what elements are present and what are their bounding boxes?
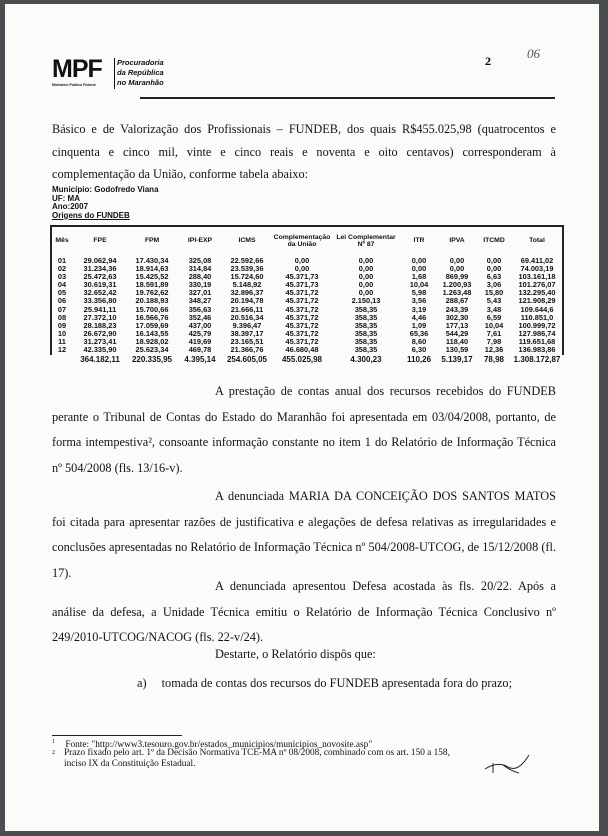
table-cell: 302,30 [445,312,469,322]
table-cell: 12,36 [484,345,504,355]
total-cell: 364.182,11 [80,355,120,365]
table-cell: 4,46 [411,312,427,322]
column-header: Total [529,237,545,245]
table-cell: 25.472,63 [83,272,117,282]
table-cell: 2.150,13 [351,296,381,306]
uf-label: UF: MA [52,193,80,203]
logo-line: da República [117,68,164,77]
table-cell: 177,13 [445,320,469,330]
table-cell: 05 [57,288,67,298]
table-cell: 03 [57,272,67,282]
column-header: FPE [93,237,107,245]
table-cell: 45.371,72 [285,288,319,298]
column-header: ICMS [238,237,256,245]
table-cell: 25.623,34 [135,345,169,355]
table-cell: 18.914,63 [135,264,169,274]
total-cell: 254.605,05 [226,355,268,365]
page-number: 2 [485,54,491,68]
table-cell: 21.666,11 [230,304,264,314]
table-cell: 45.371,72 [285,296,319,306]
logo-line: Procuradoria [117,58,164,67]
table-cell: 100.999,72 [518,320,556,330]
table-cell: 0,00 [449,264,465,274]
table-cell: 45.371,73 [285,272,319,282]
paragraph-destarte [52,647,556,662]
table-cell: 0,00 [358,280,374,290]
table-cell: 127.986,74 [518,328,556,338]
table-cell: 17.430,34 [135,256,169,265]
column-header: Mês [55,237,69,245]
table-cell: 23.539,36 [230,264,264,274]
table-cell: 869,99 [445,272,469,282]
table-cell: 08 [57,312,67,322]
paragraph-denunciada-citada [52,484,556,586]
table-cell: 19.762,62 [135,288,169,298]
table-cell: 18.928,02 [135,336,169,346]
table-cell: 17.059,69 [135,320,169,330]
footnote-text: Fonte: "http://www3.tesouro.gov.br/estados_municipios/municipios_novosite.asp" [65,740,373,751]
table-cell: 22.592,66 [230,256,264,265]
table-cell: 21.366,76 [230,345,264,355]
table-cell: 1.263,48 [442,288,472,298]
table-cell: 358,35 [354,320,378,330]
table-cell: 136.983,86 [518,345,556,355]
table-cell: 6,63 [486,272,502,282]
table-cell: 20.516,34 [230,312,264,322]
total-cell [50,354,74,364]
table-cell: 3,06 [486,280,502,290]
paragraph-text: A prestação de contas anual dos recursos recebidos do FUNDEB perante o Tribunal de Contas do Estado do Maranhão foi apresentada em 03/04/2008, portanto, de forma intempestiva², consoante informação constante no item 1 do Relatório de Informação Técnica nº 504/2008 (fls. 13/16-v). [52,384,556,475]
table-cell: 15,80 [484,288,504,298]
signature-stamp [483,751,533,786]
table-cell: 06 [57,296,67,306]
table-cell: 45.371,72 [285,320,319,330]
intro-paragraph [52,118,556,186]
table-cell: 358,35 [354,304,378,314]
table-cell: 29.062,94 [83,256,117,265]
intro-text: Básico e de Valorização dos Profissionais – FUNDEB, dos quais R$455.025,98 (quatrocentos e cinquenta e cinco mil, vinte e cinco reais e noventa e oito centavos) corresponderam à complementação da União, conforme tabela abaixo: [52,122,556,181]
table-cell: 1,09 [411,320,427,330]
table-cell: 31.234,36 [83,264,117,274]
logo-subtitle: Ministério Público Federal [52,83,96,87]
table-cell: 45.371,73 [285,280,319,290]
table-cell: 5.148,92 [232,280,262,290]
table-cell: 0,00 [358,272,374,282]
total-cell: 4.300,23 [350,355,382,365]
total-cell: 455.025,98 [281,355,323,365]
table-cell: 3,56 [411,296,427,306]
table-cell: 23.165,51 [230,336,264,346]
table-cell: 0,00 [358,264,374,274]
list-marker: a) [137,676,147,690]
table-cell: 1.200,93 [442,280,472,290]
table-cell: 15.425,52 [135,272,169,282]
table-cell: 07 [57,304,67,314]
logo-text [117,58,164,88]
table-cell: 16.566,76 [135,312,169,322]
table-cell: 20.188,93 [135,296,169,306]
table-cell: 7,98 [486,336,502,346]
table-cell: 11 [58,336,66,346]
footnote-number: 2 [52,750,55,756]
header-rule [140,97,555,99]
table-row [50,346,562,354]
table-cell: 10,04 [484,320,504,330]
logo-acronym: MPF [52,55,102,83]
table-cell: 132.295,40 [518,288,556,298]
total-cell: 110,26 [406,355,432,365]
table-cell: 10 [57,328,67,338]
table-cell: 0,00 [358,288,374,298]
table-cell: 20.194,78 [230,296,264,306]
table-cell: 69.411,02 [520,256,554,265]
handwritten-mark: 06 [527,46,540,61]
table-cell: 327,01 [188,288,212,298]
table-cell: 8,60 [411,336,427,346]
table-cell: 348,27 [188,296,212,306]
table-cell: 28.188,23 [83,320,117,330]
table-cell: 42.335,90 [83,345,117,355]
table-cell: 437,00 [188,320,212,330]
table-cell: 358,35 [354,345,378,355]
list-item-a [137,676,567,691]
list-text: tomada de contas dos recursos do FUNDEB apresentada fora do prazo; [161,676,512,690]
table-cell: 0,00 [411,256,427,265]
table-cell: 46.680,48 [285,345,319,355]
table-cell: 5,98 [411,288,427,298]
mpf-logo [52,56,172,92]
table-cell: 02 [57,264,67,274]
table-cell: 419,69 [188,336,212,346]
footnote-2 [52,748,462,769]
table-cell: 6,59 [486,312,502,322]
column-header: FPM [144,237,160,245]
municipio-label: Município: Godofredo Viana [52,185,159,194]
table-cell: 314,84 [188,264,212,274]
table-cell: 103.161,18 [518,272,556,282]
column-header: ITCMD [483,237,505,245]
logo-divider [114,58,115,89]
total-cell: 5.139,17 [441,355,473,365]
table-cell: 30.619,31 [83,280,117,290]
table-cell: 358,35 [354,328,378,338]
table-cell: 32.652,42 [83,288,117,298]
footnote-rule [52,735,182,736]
table-cell: 18.591,89 [135,280,169,290]
table-cell: 243,39 [445,304,469,314]
table-cell: 0,00 [294,256,310,265]
table-cell: 121.908,29 [518,296,556,306]
table-cell: 130,59 [445,345,469,355]
table-cell: 7,61 [486,328,502,338]
table-cell: 27.372,10 [83,312,117,322]
table-cell: 356,63 [188,304,212,314]
column-header: Complementação da União [273,233,331,248]
table-cell: 101.276,07 [518,280,556,290]
table-cell: 0,00 [358,256,374,265]
table-cell: 04 [57,280,67,290]
table-cell: 469,78 [188,345,212,355]
table-cell: 352,46 [188,312,212,322]
table-cell: 0,00 [486,256,502,265]
column-header: IPVA [449,237,465,245]
table-cell: 38.397,17 [230,328,264,338]
fundeb-table [50,225,562,364]
footnote-text: Prazo fixado pelo art. 1º da Decisão Normativa TCE-MA nº 08/2008, combinado com os art. 150 a 158, inciso IX da Constituição Estadual. [64,748,450,769]
table-cell: 119.651,68 [518,336,556,346]
total-cell: 1.308.172,87 [513,355,561,365]
table-cell: 45.371,72 [285,304,319,314]
table-info [52,186,159,220]
ano-label: Ano:2007 [52,202,89,212]
total-cell: 220.335,95 [131,355,173,365]
table-cell: 109.644,6 [520,304,554,314]
table-cell: 16.143,55 [135,328,169,338]
footnote-number: 1 [52,739,55,745]
column-header: Lei Complementar Nº 87 [336,233,396,248]
paragraph-prestacao [52,379,556,481]
table-cell: 15.700,66 [135,304,169,314]
table-cell: 325,08 [188,256,212,265]
table-cell: 09 [57,320,67,330]
table-cell: 9.396,47 [232,320,262,330]
document-page [5,4,599,831]
table-title: Origens do FUNDEB [52,210,130,220]
table-cell: 3,19 [411,304,427,314]
table-cell: 45.371,72 [285,312,319,322]
table-cell: 330,19 [188,280,212,290]
signature-icon [483,751,533,781]
table-cell: 118,40 [445,336,469,346]
table-cell: 65,36 [409,328,429,338]
column-header: ITR [413,237,425,245]
table-cell: 45.371,72 [285,336,319,346]
table-cell: 01 [57,256,67,265]
table-cell: 0,00 [486,264,502,274]
table-cell: 288,67 [445,296,469,306]
table-cell: 10,04 [409,280,429,290]
table-cell: 31.273,41 [83,336,117,346]
paragraph-text: A denunciada MARIA DA CONCEIÇÃO DOS SANTOS MATOS foi citada para apresentar razões de justificativa e alegações de defesa relativas as irregularidades e conclusões apresentadas no Relatório de Informação Técnica nº 504/2008-UTCOG, de 15/12/2008 (fl. 17). [52,489,556,580]
table-cell: 26.672,90 [83,328,117,338]
table-cell: 0,00 [294,264,310,274]
table-cell: 425,79 [188,328,212,338]
logo-line: no Maranhão [117,78,164,87]
table-cell: 1,68 [411,272,427,282]
totals-row [50,354,562,364]
table-cell: 32.896,37 [230,288,264,298]
table-header-row [50,225,562,257]
table-cell: 358,35 [354,336,378,346]
table-cell: 6,30 [411,345,427,355]
table-cell: 45.371,72 [285,328,319,338]
table-cell: 15.724,60 [230,272,264,282]
paragraph-defesa [52,574,556,651]
column-header: IPI-EXP [187,237,213,245]
table-cell: 25.941,11 [83,304,117,314]
table-cell: 544,29 [445,328,469,338]
total-cell: 4.395,14 [184,355,216,365]
total-cell: 78,98 [483,355,505,365]
paragraph-text: A denunciada apresentou Defesa acostada às fls. 20/22. Após a análise da defesa, a Unidade Técnica emitiu o Relatório de Informação Técnica Conclusivo nº 249/2010-UTCOG/NACOG (fls. 22-v/24). [52,579,556,644]
table-cell: 5,43 [486,296,502,306]
table-cell: 288,40 [188,272,212,282]
table-cell: 0,00 [449,256,465,265]
table-cell: 0,00 [411,264,427,274]
table-cell: 12 [57,345,67,355]
table-cell: 358,35 [354,312,378,322]
table-cell: 74.003,19 [520,264,554,274]
paragraph-text: Destarte, o Relatório dispôs que: [215,647,376,661]
table-cell: 110.851,0 [520,312,554,322]
table-cell: 3,48 [486,304,502,314]
table-cell: 33.356,80 [83,296,117,306]
